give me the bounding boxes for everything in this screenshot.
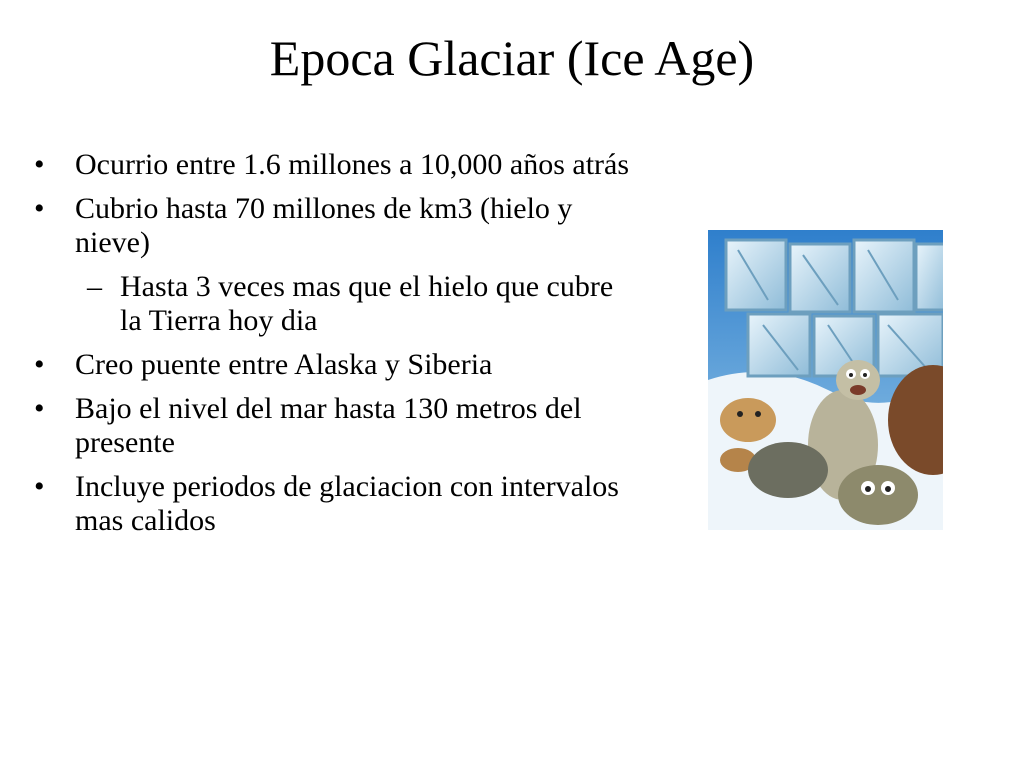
bullet-marker: • xyxy=(34,148,45,181)
bullet-text: Cubrio hasta 70 millones de km3 (hielo y nieve) xyxy=(75,192,573,259)
bullet-item xyxy=(0,392,640,460)
bullet-item xyxy=(0,348,640,382)
slide-title: Epoca Glaciar (Ice Age) xyxy=(269,30,755,86)
bullet-list xyxy=(0,148,640,548)
bullet-text: Incluye periodos de glaciacion con intervalos mas calidos xyxy=(75,470,619,537)
ice-age-poster-image xyxy=(708,230,943,530)
bullet-item xyxy=(0,148,640,182)
bullet-marker: • xyxy=(34,348,45,381)
sub-bullet-item xyxy=(0,270,640,338)
sub-bullet-text: Hasta 3 veces mas que el hielo que cubre la Tierra hoy dia xyxy=(120,270,614,337)
bullet-item xyxy=(0,470,640,538)
bullet-text: Ocurrio entre 1.6 millones a 10,000 años atrás xyxy=(75,148,630,181)
bullet-marker: • xyxy=(34,470,45,503)
sub-bullet-marker: – xyxy=(87,270,102,303)
bullet-item xyxy=(0,192,640,260)
ice-logo-letters xyxy=(726,240,943,376)
bullet-text: Creo puente entre Alaska y Siberia xyxy=(75,348,493,381)
bullet-marker: • xyxy=(34,192,45,225)
ice-age-poster-illustration xyxy=(708,230,943,530)
bullet-text: Bajo el nivel del mar hasta 130 metros del presente xyxy=(75,392,582,459)
bullet-marker: • xyxy=(34,392,45,425)
